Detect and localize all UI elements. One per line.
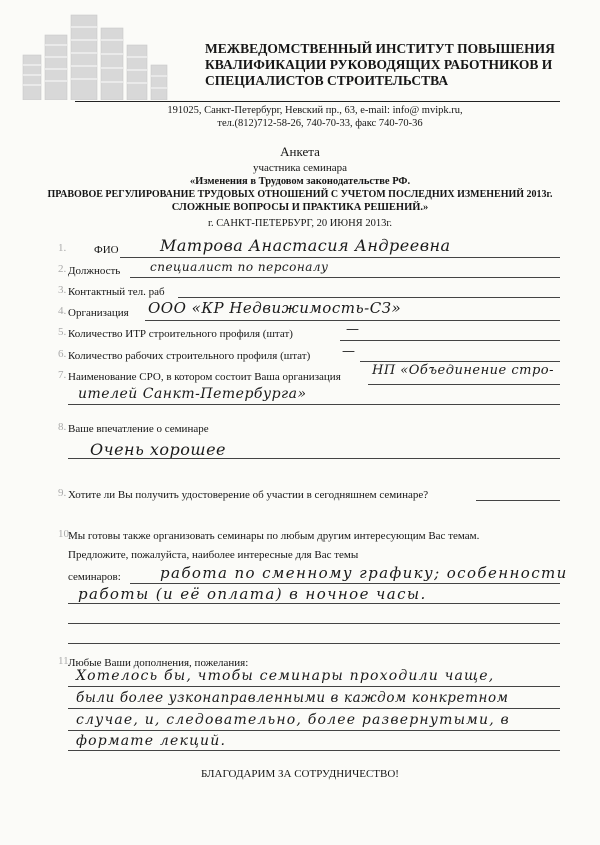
organization-label: Организация: [68, 307, 129, 319]
q10-line-d: [68, 643, 560, 644]
q11-line-c: [68, 730, 560, 731]
field-number: 1.: [58, 242, 67, 254]
workers-count-line: [360, 361, 560, 362]
impression-line: [68, 458, 560, 459]
q10-answer-line2[interactable]: работы (и её оплата) в ночное часы.: [78, 585, 427, 603]
q10-line2: Предложите, пожалуйста, наиболее интересные для Вас темы: [68, 549, 359, 561]
q11-answer-line1[interactable]: Хотелось бы, чтобы семинары проходили чаще,: [76, 668, 495, 684]
seminar-title: [0, 175, 600, 214]
sro-line: [368, 384, 560, 385]
q11-answer-line3[interactable]: случае, и, следовательно, более развернутыми, в: [76, 712, 510, 728]
field-number: 7.: [58, 369, 67, 381]
field-number: 11.: [58, 655, 72, 667]
position-label: Должность: [68, 265, 121, 277]
certificate-line: [476, 500, 560, 501]
seminar-title-line: ПРАВОВОЕ РЕГУЛИРОВАНИЕ ТРУДОВЫХ ОТНОШЕНИЙ С УЧЕТОМ ПОСЛЕДНИХ ИЗМЕНЕНИЙ 2013г.: [47, 189, 553, 200]
fio-line: [120, 257, 560, 258]
field-number: 9.: [58, 487, 67, 499]
q10-line-c: [68, 623, 560, 624]
impression-label: Ваше впечатление о семинаре: [68, 423, 209, 435]
q11-answer-line4[interactable]: формате лекций.: [76, 733, 227, 749]
q11-label: Любые Ваши дополнения, пожелания:: [68, 657, 249, 669]
field-number: 5.: [58, 326, 67, 338]
seminar-title-line: «Изменения в Трудовом законодательстве РФ.: [189, 176, 411, 187]
certificate-label: Хотите ли Вы получить удостоверение об участии в сегодняшнем семинаре?: [68, 489, 429, 501]
q10-line-b: [68, 603, 560, 604]
q11-line-b: [68, 708, 560, 709]
itr-count-label: Количество ИТР строительного профиля (штат): [68, 328, 293, 340]
organization-line: [145, 320, 560, 321]
field-number: 6.: [58, 348, 67, 360]
workers-count-label: Количество рабочих строительного профиля (штат): [68, 350, 311, 362]
fio-label: ФИО: [94, 244, 119, 256]
address-block: [0, 104, 600, 130]
header-divider: [75, 101, 560, 102]
sro-value-continued[interactable]: ителей Санкт-Петербурга»: [78, 386, 307, 402]
field-number: 3.: [58, 284, 67, 296]
institute-logo: [15, 10, 175, 100]
field-number: 4.: [58, 305, 67, 317]
q11-answer-line2[interactable]: были более узконаправленными в каждом конкретном: [76, 690, 509, 706]
q10-line1: Мы готовы также организовать семинары по любым другим интересующим Вас темам.: [68, 530, 480, 542]
itr-count-line: [340, 340, 560, 341]
institute-name-line: КВАЛИФИКАЦИИ РУКОВОДЯЩИХ РАБОТНИКОВ И: [205, 57, 553, 72]
thanks-footer: БЛАГОДАРИМ ЗА СОТРУДНИЧЕСТВО!: [201, 768, 399, 780]
q11-line-d: [68, 750, 560, 751]
sro-label: Наименование СРО, в котором состоит Ваша организация: [68, 371, 341, 383]
institute-name: [205, 41, 590, 89]
field-number: 2.: [58, 263, 67, 275]
q10-line-a: [130, 583, 560, 584]
seminar-title-line: СЛОЖНЫЕ ВОПРОСЫ И ПРАКТИКА РЕШЕНИЙ.»: [171, 202, 429, 213]
institute-name-line: МЕЖВЕДОМСТВЕННЫЙ ИНСТИТУТ ПОВЫШЕНИЯ: [205, 41, 555, 56]
sro-value[interactable]: НП «Объединение стро-: [372, 363, 554, 378]
q10-answer-line1[interactable]: работа по сменному графику; особенности: [160, 564, 568, 582]
address-line: 191025, Санкт-Петербург, Невский пр., 63, e-mail: info@ mvipk.ru,: [167, 105, 463, 116]
institute-name-line: СПЕЦИАЛИСТОВ СТРОИТЕЛЬСТВА: [205, 73, 449, 88]
position-line: [130, 277, 560, 278]
form-subtitle: участника семинара: [252, 162, 348, 174]
form-title: Анкета: [280, 144, 320, 159]
phone-label: Контактный тел. раб: [68, 286, 165, 298]
q10-label: семинаров:: [68, 571, 121, 583]
itr-count-value[interactable]: —: [346, 322, 360, 337]
field-number: 10.: [58, 528, 72, 540]
q11-line-a: [68, 686, 560, 687]
sro-line-2: [68, 404, 560, 405]
phone-line: тел.(812)712-58-26, 740-70-33, факс 740-70-36: [217, 118, 423, 129]
workers-count-value[interactable]: —: [342, 344, 356, 359]
position-value[interactable]: специалист по персоналу: [150, 260, 329, 274]
phone-line: [178, 297, 560, 298]
organization-value[interactable]: ООО «КР Недвижимость-СЗ»: [148, 299, 402, 317]
seminar-date: г. САНКТ-ПЕТЕРБУРГ, 20 ИЮНЯ 2013г.: [207, 218, 393, 229]
impression-value[interactable]: Очень хорошее: [90, 440, 226, 459]
field-number: 8.: [58, 421, 67, 433]
fio-value[interactable]: Матрова Анастасия Андреевна: [160, 236, 451, 255]
